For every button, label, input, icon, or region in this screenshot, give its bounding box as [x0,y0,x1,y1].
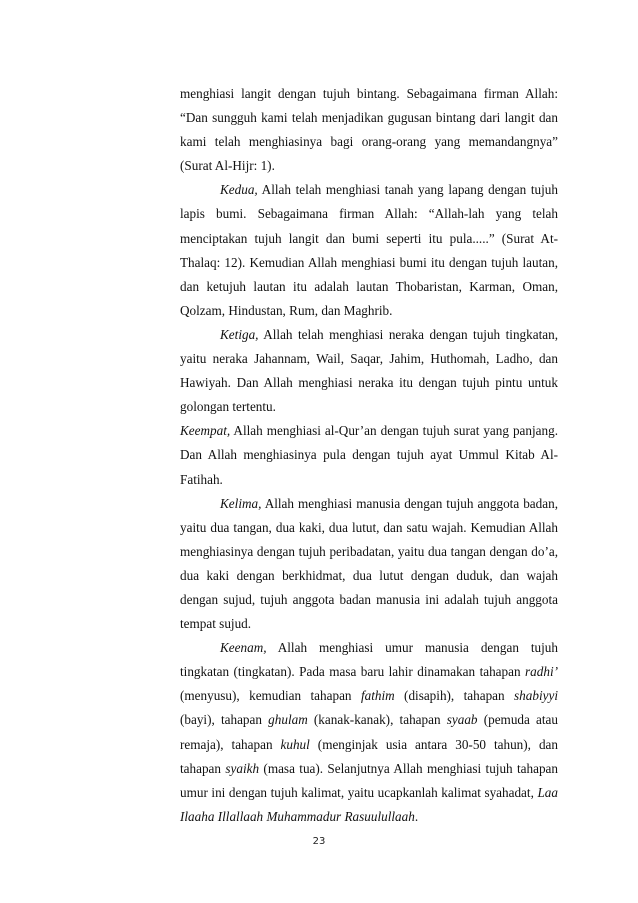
paragraph [180,419,558,491]
text-run: Allah telah menghiasi neraka dengan tujuh tingkatan, yaitu neraka Jahannam, Wail, Saqar, Jahim, Huthomah, Ladho, dan Hawiyah. Dan Allah menghiasi neraka itu dengan tujuh pintu untuk golongan tertentu. [180,326,558,415]
italic-text: Kedua, [220,182,258,198]
italic-text: Ketiga, [220,326,259,342]
italic-text: Laa Ilaaha Illallaah Muhammadur Rasuulullaah [180,784,558,824]
text-run: (kanak-kanak), tahapan [307,712,447,728]
italic-text: syaikh [225,760,260,776]
page-number: 23 [312,836,326,847]
italic-text: Keempat, [180,423,231,439]
italic-text: kuhul [280,736,310,752]
paragraph [180,82,558,178]
italic-text: shabiyyi [514,688,558,704]
body-text [180,82,558,829]
text-run: Allah menghiasi manusia dengan tujuh anggota badan, yaitu dua tangan, dua kaki, dua lutut, dan satu wajah. Kemudian Allah menghiasinya dengan tujuh peribadatan, yaitu dua tangan dengan do’a, dua kaki dengan berkhidmat, dua lutut dengan duduk, dan wajah dengan sujud, tujuh anggota badan manusia ini adalah tujuh anggota tempat sujud. [180,495,558,632]
text-run: Allah telah menghiasi tanah yang lapang dengan tujuh lapis bumi. Sebagaimana firman Allah: “Allah-lah yang telah menciptakan tujuh langit dan bumi seperti itu pula.....” (Surat At-Thalaq: 12). Kemudian Allah menghiasi bumi itu dengan tujuh lautan, dan ketujuh lautan itu adalah lautan Thobaristan, Karman, Oman, Qolzam, Hindustan, Rum, dan Maghrib. [180,182,558,318]
text-run: Allah menghiasi al-Qur’an dengan tujuh surat yang panjang. Dan Allah menghiasinya pula dengan tujuh ayat Ummul Kitab Al-Fatihah. [180,423,558,487]
italic-text: Keenam, [220,640,267,656]
italic-text: ghulam [268,712,308,728]
italic-text: syaab [446,712,478,728]
text-run: (disapih), tahapan [394,688,515,704]
italic-text: radhi’ [525,664,558,680]
text-run: (pemuda atau remaja), tahapan [180,712,559,752]
text-run: (bayi), tahapan [180,712,269,728]
paragraph [180,323,558,419]
text-run: . [414,808,419,824]
text-run: (menyusu), kemudian tahapan [180,688,361,704]
text-run: (masa tua). Selanjutnya Allah menghiasi tujuh tahapan umur ini dengan tujuh kalimat, yaitu ucapkanlah kalimat syahadat, [180,760,559,800]
italic-text: Kelima, [220,495,262,511]
text-run: menghiasi langit dengan tujuh bintang. Sebagaimana firman Allah: “Dan sungguh kami telah menjadikan gugusan bintang dari langit dan kami telah menghiasinya bagi orang-orang yang memandangnya” (Surat Al-Hijr: 1). [180,86,558,174]
text-run: Allah menghiasi umur manusia dengan tujuh tingkatan (tingkatan). Pada masa baru lahir dinamakan tahapan [180,640,558,680]
paragraph [180,492,558,637]
text-run: (menginjak usia antara 30-50 tahun), dan tahapan [180,736,558,776]
italic-text: fathim [360,688,395,704]
paragraph [180,636,558,829]
paragraph [180,178,558,323]
